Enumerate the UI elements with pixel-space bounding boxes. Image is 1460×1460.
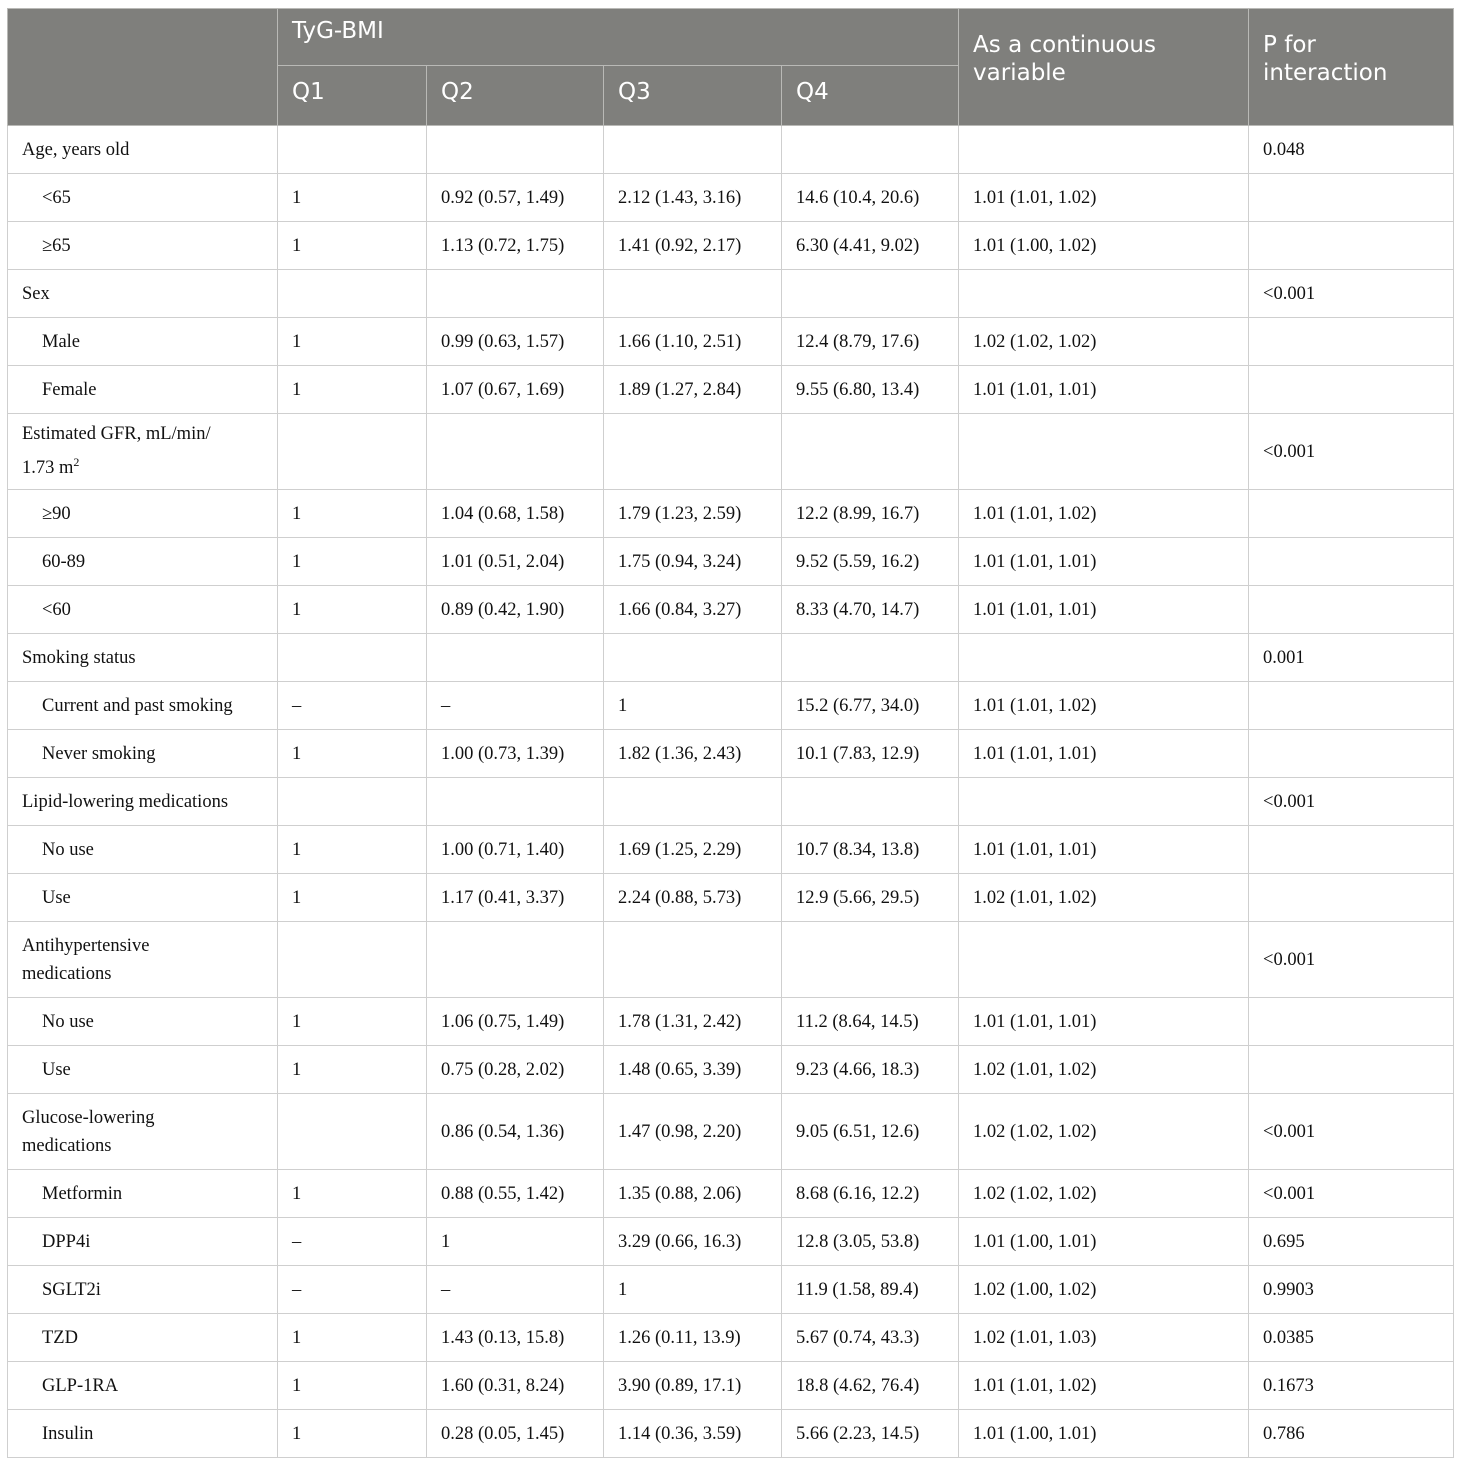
cell-q3: 3.90 (0.89, 17.1)	[604, 1362, 782, 1410]
cell-q2: 1.43 (0.13, 15.8)	[427, 1314, 604, 1362]
cell-q4	[782, 414, 959, 490]
table-row	[8, 1362, 1454, 1410]
cell-q3	[604, 414, 782, 490]
cell-q1: 1	[278, 826, 427, 874]
cell-p: <0.001	[1249, 414, 1454, 490]
cell-q2	[427, 778, 604, 826]
cell-q2: 1.01 (0.51, 2.04)	[427, 538, 604, 586]
table-row	[8, 318, 1454, 366]
cell-q1: 1	[278, 730, 427, 778]
cell-q3: 1.75 (0.94, 3.24)	[604, 538, 782, 586]
cell-q4: 14.6 (10.4, 20.6)	[782, 174, 959, 222]
superscript-2: 2	[73, 455, 80, 470]
row-label: TZD	[8, 1314, 278, 1362]
cell-q2: 1.17 (0.41, 3.37)	[427, 874, 604, 922]
cell-q4	[782, 778, 959, 826]
cell-q3: 1	[604, 682, 782, 730]
header-p-interaction: P for interaction	[1249, 9, 1454, 126]
cell-q1: –	[278, 1266, 427, 1314]
cell-q2: 1.07 (0.67, 1.69)	[427, 366, 604, 414]
cell-q1	[278, 922, 427, 998]
cell-q3: 1.82 (1.36, 2.43)	[604, 730, 782, 778]
cell-q1: 1	[278, 318, 427, 366]
table-body	[8, 126, 1454, 1458]
cell-continuous: 1.01 (1.01, 1.02)	[959, 174, 1249, 222]
cell-p: <0.001	[1249, 1094, 1454, 1170]
table-row	[8, 126, 1454, 174]
row-label: GLP-1RA	[8, 1362, 278, 1410]
cell-q3: 1.47 (0.98, 2.20)	[604, 1094, 782, 1170]
cell-p	[1249, 874, 1454, 922]
cell-continuous: 1.01 (1.00, 1.01)	[959, 1410, 1249, 1458]
row-label: No use	[8, 998, 278, 1046]
cell-continuous: 1.01 (1.01, 1.02)	[959, 490, 1249, 538]
cell-p: <0.001	[1249, 778, 1454, 826]
table-row	[8, 634, 1454, 682]
cell-p	[1249, 730, 1454, 778]
cell-q1: 1	[278, 490, 427, 538]
table-header	[8, 9, 1454, 126]
cell-p	[1249, 174, 1454, 222]
cell-q1	[278, 634, 427, 682]
cell-q4: 11.2 (8.64, 14.5)	[782, 998, 959, 1046]
table-row	[8, 998, 1454, 1046]
cell-continuous: 1.01 (1.01, 1.01)	[959, 586, 1249, 634]
cell-q4	[782, 270, 959, 318]
cell-q4: 9.05 (6.51, 12.6)	[782, 1094, 959, 1170]
cell-continuous	[959, 126, 1249, 174]
cell-q4	[782, 922, 959, 998]
cell-q1: –	[278, 682, 427, 730]
cell-q3: 2.12 (1.43, 3.16)	[604, 174, 782, 222]
cell-p	[1249, 490, 1454, 538]
cell-p	[1249, 826, 1454, 874]
row-label	[8, 414, 278, 490]
cell-p: <0.001	[1249, 922, 1454, 998]
row-label: <60	[8, 586, 278, 634]
row-label: Age, years old	[8, 126, 278, 174]
table-row	[8, 490, 1454, 538]
row-label: Antihypertensive medications	[8, 922, 278, 998]
cell-q4: 12.9 (5.66, 29.5)	[782, 874, 959, 922]
row-label: Lipid-lowering medications	[8, 778, 278, 826]
cell-continuous	[959, 270, 1249, 318]
cell-continuous: 1.01 (1.01, 1.01)	[959, 826, 1249, 874]
cell-p: 0.048	[1249, 126, 1454, 174]
cell-q2: 1.00 (0.71, 1.40)	[427, 826, 604, 874]
header-q3: Q3	[604, 65, 782, 125]
cell-q3: 3.29 (0.66, 16.3)	[604, 1218, 782, 1266]
cell-q2: 1	[427, 1218, 604, 1266]
cell-p	[1249, 682, 1454, 730]
row-label: Smoking status	[8, 634, 278, 682]
header-blank-cell	[8, 9, 278, 126]
cell-q1	[278, 270, 427, 318]
table-row	[8, 778, 1454, 826]
row-label: Use	[8, 874, 278, 922]
cell-continuous: 1.02 (1.02, 1.02)	[959, 1170, 1249, 1218]
cell-q3: 2.24 (0.88, 5.73)	[604, 874, 782, 922]
cell-q4: 15.2 (6.77, 34.0)	[782, 682, 959, 730]
row-label: Sex	[8, 270, 278, 318]
cell-q4: 5.66 (2.23, 14.5)	[782, 1410, 959, 1458]
row-label: ≥90	[8, 490, 278, 538]
header-q2: Q2	[427, 65, 604, 125]
cell-p: 0.786	[1249, 1410, 1454, 1458]
cell-q2: –	[427, 682, 604, 730]
cell-continuous: 1.01 (1.01, 1.02)	[959, 1362, 1249, 1410]
cell-q2: 1.60 (0.31, 8.24)	[427, 1362, 604, 1410]
cell-q3: 1.14 (0.36, 3.59)	[604, 1410, 782, 1458]
cell-q4: 12.2 (8.99, 16.7)	[782, 490, 959, 538]
cell-q1: 1	[278, 1314, 427, 1362]
table-row	[8, 174, 1454, 222]
cell-q3	[604, 126, 782, 174]
row-label: Female	[8, 366, 278, 414]
cell-continuous: 1.01 (1.00, 1.01)	[959, 1218, 1249, 1266]
cell-p: 0.695	[1249, 1218, 1454, 1266]
cell-q2	[427, 126, 604, 174]
cell-q3: 1.66 (0.84, 3.27)	[604, 586, 782, 634]
header-tyg-bmi-group: TyG-BMI	[278, 9, 959, 66]
cell-q1: 1	[278, 586, 427, 634]
cell-q4: 10.1 (7.83, 12.9)	[782, 730, 959, 778]
cell-q1	[278, 778, 427, 826]
cell-q3: 1.48 (0.65, 3.39)	[604, 1046, 782, 1094]
cell-p: 0.1673	[1249, 1362, 1454, 1410]
cell-q2: 0.89 (0.42, 1.90)	[427, 586, 604, 634]
cell-q3: 1.66 (1.10, 2.51)	[604, 318, 782, 366]
cell-q3: 1.35 (0.88, 2.06)	[604, 1170, 782, 1218]
cell-q3	[604, 922, 782, 998]
cell-continuous: 1.02 (1.00, 1.02)	[959, 1266, 1249, 1314]
cell-q2: 0.86 (0.54, 1.36)	[427, 1094, 604, 1170]
row-label: DPP4i	[8, 1218, 278, 1266]
cell-q3: 1.69 (1.25, 2.29)	[604, 826, 782, 874]
cell-q2	[427, 414, 604, 490]
cell-q4: 11.9 (1.58, 89.4)	[782, 1266, 959, 1314]
cell-continuous	[959, 922, 1249, 998]
cell-continuous: 1.01 (1.01, 1.01)	[959, 730, 1249, 778]
cell-continuous: 1.01 (1.01, 1.02)	[959, 682, 1249, 730]
cell-p	[1249, 586, 1454, 634]
table-row	[8, 1410, 1454, 1458]
row-label: SGLT2i	[8, 1266, 278, 1314]
table-row	[8, 1046, 1454, 1094]
cell-q2: 1.04 (0.68, 1.58)	[427, 490, 604, 538]
table-row	[8, 414, 1454, 490]
cell-p	[1249, 318, 1454, 366]
cell-continuous: 1.02 (1.02, 1.02)	[959, 318, 1249, 366]
cell-p	[1249, 538, 1454, 586]
cell-q4: 12.4 (8.79, 17.6)	[782, 318, 959, 366]
cell-p: <0.001	[1249, 1170, 1454, 1218]
cell-q1: 1	[278, 1046, 427, 1094]
cell-q2: 0.88 (0.55, 1.42)	[427, 1170, 604, 1218]
table-row	[8, 538, 1454, 586]
cell-q4	[782, 126, 959, 174]
cell-q1: 1	[278, 174, 427, 222]
cell-q3: 1.41 (0.92, 2.17)	[604, 222, 782, 270]
cell-q1: 1	[278, 538, 427, 586]
row-label-line1: Estimated GFR, mL/min/	[22, 424, 211, 445]
row-label: Never smoking	[8, 730, 278, 778]
cell-q4: 10.7 (8.34, 13.8)	[782, 826, 959, 874]
cell-q3: 1.89 (1.27, 2.84)	[604, 366, 782, 414]
cell-q4: 12.8 (3.05, 53.8)	[782, 1218, 959, 1266]
cell-q3: 1.78 (1.31, 2.42)	[604, 998, 782, 1046]
cell-continuous: 1.01 (1.01, 1.01)	[959, 538, 1249, 586]
cell-q3	[604, 270, 782, 318]
table-row	[8, 1218, 1454, 1266]
cell-continuous	[959, 414, 1249, 490]
cell-q4	[782, 634, 959, 682]
results-table-container	[7, 8, 1453, 1458]
table-row	[8, 1170, 1454, 1218]
cell-q1	[278, 126, 427, 174]
cell-p	[1249, 366, 1454, 414]
cell-p: <0.001	[1249, 270, 1454, 318]
table-row	[8, 730, 1454, 778]
cell-p: 0.9903	[1249, 1266, 1454, 1314]
cell-q2	[427, 634, 604, 682]
cell-q4: 5.67 (0.74, 43.3)	[782, 1314, 959, 1362]
row-label: Current and past smoking	[8, 682, 278, 730]
cell-continuous	[959, 778, 1249, 826]
header-q1: Q1	[278, 65, 427, 125]
cell-q1: 1	[278, 1362, 427, 1410]
cell-q4: 9.55 (6.80, 13.4)	[782, 366, 959, 414]
table-row	[8, 1266, 1454, 1314]
cell-q2: –	[427, 1266, 604, 1314]
cell-continuous: 1.01 (1.01, 1.01)	[959, 998, 1249, 1046]
cell-q3	[604, 634, 782, 682]
cell-q3: 1	[604, 1266, 782, 1314]
row-label: 60-89	[8, 538, 278, 586]
row-label: Insulin	[8, 1410, 278, 1458]
cell-continuous: 1.01 (1.00, 1.02)	[959, 222, 1249, 270]
table-row	[8, 826, 1454, 874]
row-label: No use	[8, 826, 278, 874]
cell-continuous	[959, 634, 1249, 682]
cell-p	[1249, 1046, 1454, 1094]
cell-q1: 1	[278, 1410, 427, 1458]
cell-q2	[427, 922, 604, 998]
cell-p	[1249, 998, 1454, 1046]
cell-q1: 1	[278, 222, 427, 270]
cell-q2: 1.06 (0.75, 1.49)	[427, 998, 604, 1046]
cell-q4: 18.8 (4.62, 76.4)	[782, 1362, 959, 1410]
cell-q2: 0.75 (0.28, 2.02)	[427, 1046, 604, 1094]
cell-q3: 1.26 (0.11, 13.9)	[604, 1314, 782, 1362]
cell-q1: –	[278, 1218, 427, 1266]
table-row	[8, 270, 1454, 318]
table-row	[8, 366, 1454, 414]
table-row	[8, 874, 1454, 922]
cell-q1: 1	[278, 366, 427, 414]
cell-q1	[278, 414, 427, 490]
cell-q2: 1.13 (0.72, 1.75)	[427, 222, 604, 270]
cell-q4: 8.68 (6.16, 12.2)	[782, 1170, 959, 1218]
cell-continuous: 1.02 (1.01, 1.02)	[959, 874, 1249, 922]
cell-q4: 8.33 (4.70, 14.7)	[782, 586, 959, 634]
table-row	[8, 682, 1454, 730]
cell-p	[1249, 222, 1454, 270]
row-label: ≥65	[8, 222, 278, 270]
table-row	[8, 586, 1454, 634]
cell-q4: 9.23 (4.66, 18.3)	[782, 1046, 959, 1094]
cell-q2: 1.00 (0.73, 1.39)	[427, 730, 604, 778]
cell-continuous: 1.02 (1.02, 1.02)	[959, 1094, 1249, 1170]
row-label: Metformin	[8, 1170, 278, 1218]
header-continuous: As a continuous variable	[959, 9, 1249, 126]
cell-q3: 1.79 (1.23, 2.59)	[604, 490, 782, 538]
cell-p: 0.001	[1249, 634, 1454, 682]
table-row	[8, 922, 1454, 998]
cell-q1	[278, 1094, 427, 1170]
cell-q1: 1	[278, 1170, 427, 1218]
table-row	[8, 1314, 1454, 1362]
cell-q2: 0.92 (0.57, 1.49)	[427, 174, 604, 222]
table-row	[8, 222, 1454, 270]
row-label: Male	[8, 318, 278, 366]
row-label: <65	[8, 174, 278, 222]
row-label-line2: 1.73 m	[22, 458, 74, 479]
subgroup-analysis-table	[7, 8, 1454, 1458]
header-q4: Q4	[782, 65, 959, 125]
cell-q1: 1	[278, 998, 427, 1046]
cell-p: 0.0385	[1249, 1314, 1454, 1362]
cell-q2: 0.28 (0.05, 1.45)	[427, 1410, 604, 1458]
table-row	[8, 1094, 1454, 1170]
row-label: Use	[8, 1046, 278, 1094]
cell-continuous: 1.02 (1.01, 1.02)	[959, 1046, 1249, 1094]
cell-q2	[427, 270, 604, 318]
row-label: Glucose-lowering medications	[8, 1094, 278, 1170]
cell-continuous: 1.01 (1.01, 1.01)	[959, 366, 1249, 414]
cell-q1: 1	[278, 874, 427, 922]
cell-q2: 0.99 (0.63, 1.57)	[427, 318, 604, 366]
cell-q4: 9.52 (5.59, 16.2)	[782, 538, 959, 586]
cell-continuous: 1.02 (1.01, 1.03)	[959, 1314, 1249, 1362]
cell-q4: 6.30 (4.41, 9.02)	[782, 222, 959, 270]
cell-q3	[604, 778, 782, 826]
